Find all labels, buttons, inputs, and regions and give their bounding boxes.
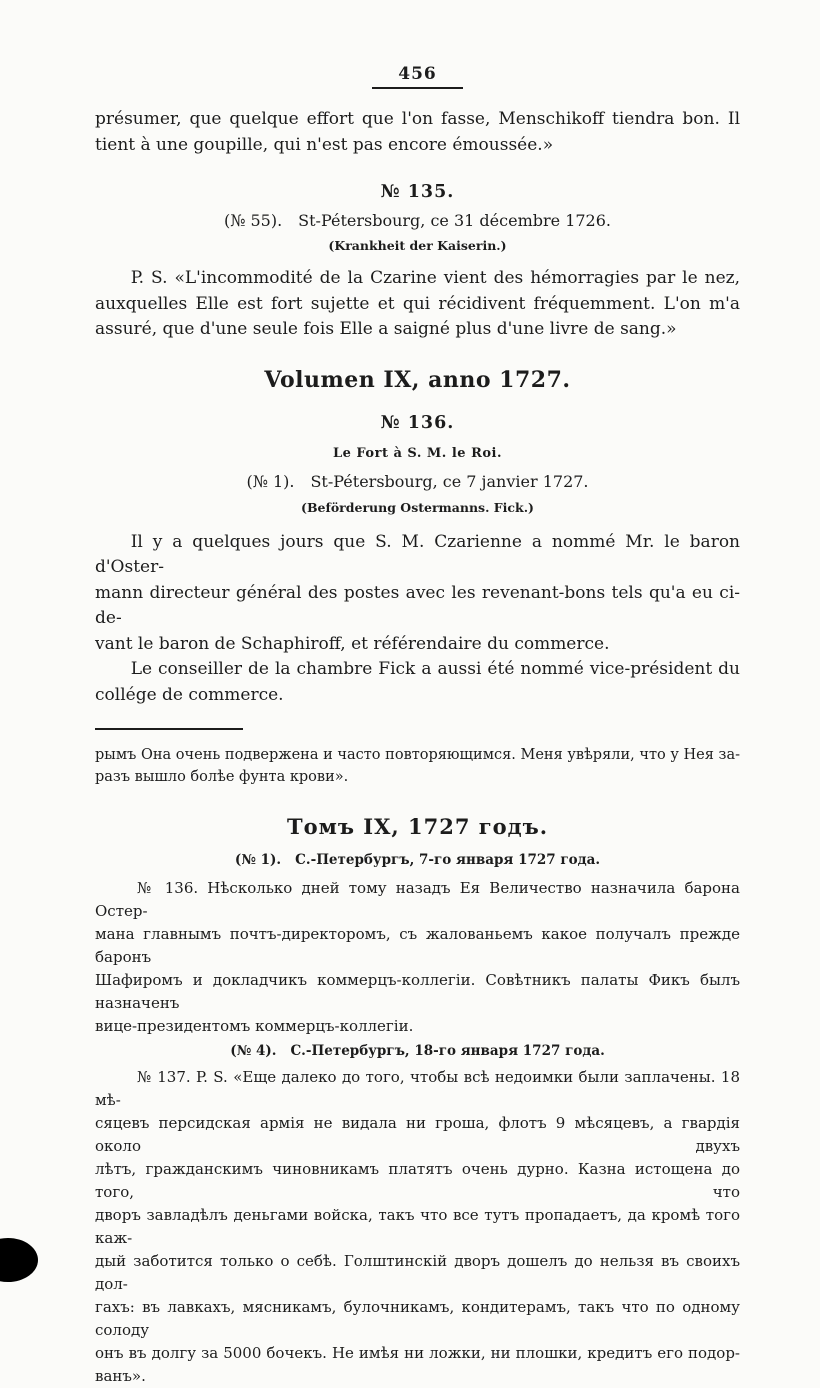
volume-heading-russian: Томъ IX, 1727 годъ.	[286, 814, 549, 839]
russian-dateline-1	[95, 852, 740, 868]
entry-136-heading: № 136.	[380, 412, 455, 433]
volume-heading-latin: Volumen IX, anno 1727.	[264, 366, 571, 393]
entry-135-subject-note: (Krankheit der Kaiserin.)	[328, 238, 507, 253]
entry-136-body-paragraph-1	[95, 530, 740, 658]
entry-136-addressee: Le Fort à S. M. le Roi.	[332, 445, 503, 461]
entry-135-heading: № 135.	[380, 182, 455, 202]
text-line: P. S. «L'incommodité de la Czarine vient des hémorragies par le nez,	[130, 268, 740, 288]
text-line: Il y a quelques jours que S. M. Czarienne a nommé Mr. le baron d'Oster-	[95, 531, 740, 577]
text-line: вице-президентомъ коммерцъ-коллегіи.	[95, 1017, 414, 1035]
text-line: № 137. P. S. «Еще далеко до того, чтобы всѣ недоимки были заплачены. 18 мѣ-	[95, 1068, 740, 1109]
entry-135-dateline-number: (№ 55).	[224, 211, 283, 230]
text-line: Le conseiller de la chambre Fick a aussi été nommé vice-président du	[130, 659, 740, 679]
footnote-paragraph	[95, 744, 740, 788]
text-line: collége de commerce.	[95, 684, 284, 705]
intro-paragraph	[95, 107, 740, 158]
text-line: № 136. Нѣсколько дней тому назадъ Ея Величество назначила барона Остер-	[95, 879, 740, 920]
entry-135-body	[95, 266, 740, 343]
russian-dateline-2-place: С.-Петербургъ, 18-го января 1727 года.	[290, 1043, 605, 1059]
russian-dateline-2-number: (№ 4).	[230, 1043, 277, 1059]
text-line: mann directeur général des postes avec les revenant-bons tels qu'a eu ci-de-	[95, 582, 740, 628]
text-line: tient à une goupille, qui n'est pas encore émoussée.»	[95, 134, 554, 155]
text-line: лѣтъ, гражданскимъ чиновникамъ платятъ очень дурно. Казна истощена до того, что	[95, 1160, 740, 1201]
text-line: сяцевъ персидская армія не видала ни гроша, флотъ 9 мѣсяцевъ, а гвардія около двухъ	[95, 1114, 740, 1155]
text-line: дворъ завладѣлъ деньгами войска, такъ что все тутъ пропадаетъ, да кромѣ того каж-	[95, 1206, 740, 1247]
text-line: гахъ: въ лавкахъ, мясникамъ, булочникамъ, кондитерамъ, такъ что по одному солоду	[95, 1298, 740, 1339]
entry-136-dateline-place: St-Pétersbourg, ce 7 janvier 1727.	[310, 471, 589, 491]
russian-dateline-1-number: (№ 1).	[234, 852, 282, 868]
text-line: assuré, que d'une seule fois Elle a saigné plus d'une livre de sang.»	[95, 319, 677, 339]
russian-entry-137-paragraph	[95, 1066, 740, 1388]
text-line: vant le baron de Schaphiroff, et référendaire du commerce.	[95, 633, 610, 654]
text-line: présumer, que quelque effort que l'on fasse, Menschikoff tiendra bon. Il	[95, 109, 740, 129]
text-line: разъ вышло болѣе фунта крови».	[95, 769, 349, 785]
text-line: Шафиромъ и докладчикъ коммерцъ-коллегіи. Совѣтникъ палаты Фикъ былъ назначенъ	[95, 971, 740, 1012]
text-line: онъ въ долгу за 5000 бочекъ. Не имѣя ни ложки, ни плошки, кредитъ его подор-	[95, 1344, 740, 1362]
page-number: 456	[372, 64, 463, 89]
text-line: мана главнымъ почтъ-директоромъ, съ жалованьемъ какое получалъ прежде баронъ	[95, 925, 740, 966]
text-line: auxquelles Elle est fort sujette et qui récidivent fréquemment. L'on m'a	[95, 293, 740, 314]
entry-136-subject-note: (Beförderung Ostermanns. Fick.)	[301, 499, 534, 515]
entry-136-dateline	[95, 472, 740, 491]
footnote-separator-rule	[95, 728, 243, 730]
text-line: рымъ Она очень подвержена и часто повторяющимся. Меня увѣряли, что у Нея за-	[95, 747, 740, 763]
entry-135-dateline-place: St-Pétersbourg, ce 31 décembre 1726.	[298, 211, 611, 230]
russian-dateline-1-place: С.-Петербургъ, 7-го января 1727 года.	[295, 852, 601, 868]
russian-entry-136-paragraph	[95, 877, 740, 1038]
entry-136-body-paragraph-2	[95, 657, 740, 708]
text-line: дый заботится только о себѣ. Голштинскій дворъ дошелъ до нельзя въ своихъ дол-	[95, 1252, 740, 1293]
entry-135-dateline	[95, 211, 740, 230]
text-line: ванъ».	[95, 1367, 146, 1385]
entry-136-dateline-number: (№ 1).	[246, 471, 295, 491]
russian-dateline-2	[95, 1043, 740, 1059]
